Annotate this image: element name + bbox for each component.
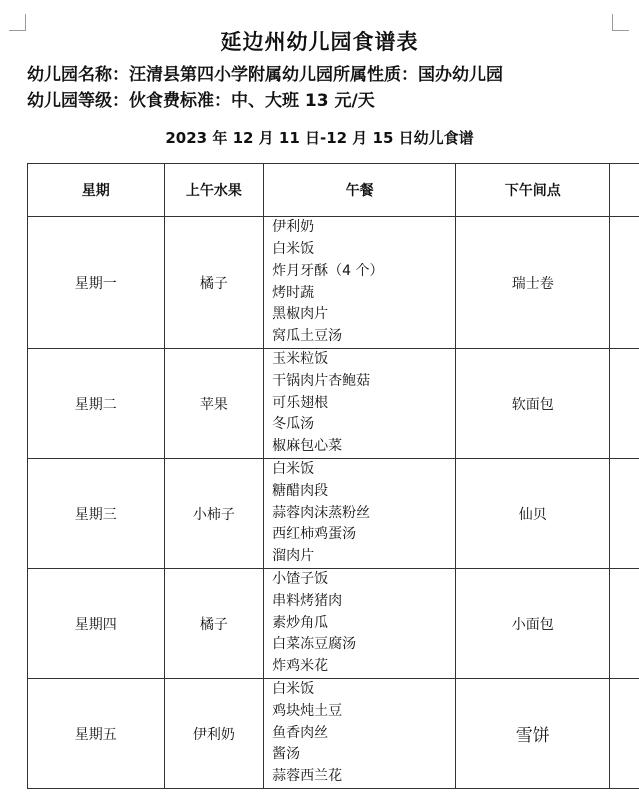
lunch-item: 鸡块炖土豆 xyxy=(272,702,343,719)
lunch-item: 干锅肉片杏鲍菇 xyxy=(272,372,371,389)
table-row xyxy=(28,569,639,679)
lunch-item: 冬瓜汤 xyxy=(272,416,315,433)
lunch-item: 溜肉片 xyxy=(272,548,315,565)
lunch-item: 小馇子饭 xyxy=(272,571,329,587)
lunch-item: 炸月牙酥（4 个） xyxy=(272,262,384,279)
fruit-cell: 伊利奶 xyxy=(164,679,264,789)
lunch-item: 酱汤 xyxy=(272,746,301,763)
fruit-cell: 小柿子 xyxy=(164,459,264,569)
lunch-cell xyxy=(264,569,456,679)
day-cell: 星期四 xyxy=(28,569,165,679)
cutoff-cell xyxy=(610,217,639,349)
table-header-row xyxy=(28,164,639,217)
fruit-cell: 苹果 xyxy=(164,349,264,459)
lunch-item: 白米饭 xyxy=(272,681,315,697)
lunch-item: 鱼香肉丝 xyxy=(272,724,329,741)
snack-cell: 仙贝 xyxy=(456,459,610,569)
table-row xyxy=(28,459,639,569)
snack-cell: 瑞士卷 xyxy=(456,217,610,349)
snack-cell: 小面包 xyxy=(456,569,610,679)
table-row xyxy=(28,349,639,459)
day-cell: 星期五 xyxy=(28,679,165,789)
snack-cell: 雪饼 xyxy=(456,679,610,789)
lunch-item: 烤时蔬 xyxy=(272,284,315,301)
document-title: 延边州幼儿园食谱表 xyxy=(220,30,419,54)
cutoff-cell xyxy=(610,679,639,789)
cutoff-cell xyxy=(610,569,639,679)
fruit-cell: 橘子 xyxy=(164,569,264,679)
lunch-item: 炸鸡米花 xyxy=(272,658,329,675)
menu-date-range: 2023 年 12 月 11 日-12 月 15 日幼儿食谱 xyxy=(165,129,474,147)
fruit-cell: 橘子 xyxy=(164,217,264,349)
lunch-item: 窝瓜土豆汤 xyxy=(272,328,343,345)
lunch-cell xyxy=(264,217,456,349)
cutoff-cell xyxy=(610,459,639,569)
lunch-item: 黑椒肉片 xyxy=(272,306,329,323)
lunch-item: 椒麻包心菜 xyxy=(272,438,343,455)
kindergarten-name-line: 幼儿园名称：汪清县第四小学附属幼儿园所属性质：国办幼儿园 xyxy=(27,65,503,85)
lunch-item: 串料烤猪肉 xyxy=(272,592,343,609)
header-morning-fruit: 上午水果 xyxy=(164,164,264,217)
header-lunch: 午餐 xyxy=(264,164,456,217)
table-row xyxy=(28,679,639,789)
header-day: 星期 xyxy=(28,164,165,217)
day-cell: 星期三 xyxy=(28,459,165,569)
lunch-item: 素炒角瓜 xyxy=(272,614,329,631)
snack-cell: 软面包 xyxy=(456,349,610,459)
lunch-item: 西红柿鸡蛋汤 xyxy=(272,526,357,543)
header-cutoff-column xyxy=(610,164,639,217)
lunch-item: 白米饭 xyxy=(272,461,315,477)
day-cell: 星期一 xyxy=(28,217,165,349)
lunch-item: 蒜蓉肉沫蒸粉丝 xyxy=(272,504,371,521)
lunch-cell xyxy=(264,349,456,459)
lunch-cell xyxy=(264,459,456,569)
cutoff-cell xyxy=(610,349,639,459)
lunch-cell xyxy=(264,679,456,789)
kindergarten-level-line: 幼儿园等级：伙食费标准：中、大班 13 元/天 xyxy=(27,91,375,111)
day-cell: 星期二 xyxy=(28,349,165,459)
lunch-item: 玉米粒饭 xyxy=(272,351,329,367)
lunch-item: 白米饭 xyxy=(272,240,315,257)
lunch-item: 可乐翅根 xyxy=(272,394,329,411)
header-afternoon-snack: 下午间点 xyxy=(456,164,610,217)
table-row xyxy=(28,217,639,349)
lunch-item: 糖醋肉段 xyxy=(272,482,329,499)
lunch-item: 伊利奶 xyxy=(272,219,315,236)
weekly-menu-table xyxy=(27,163,639,789)
lunch-item: 蒜蓉西兰花 xyxy=(272,768,343,785)
lunch-item: 白菜冻豆腐汤 xyxy=(272,636,357,653)
